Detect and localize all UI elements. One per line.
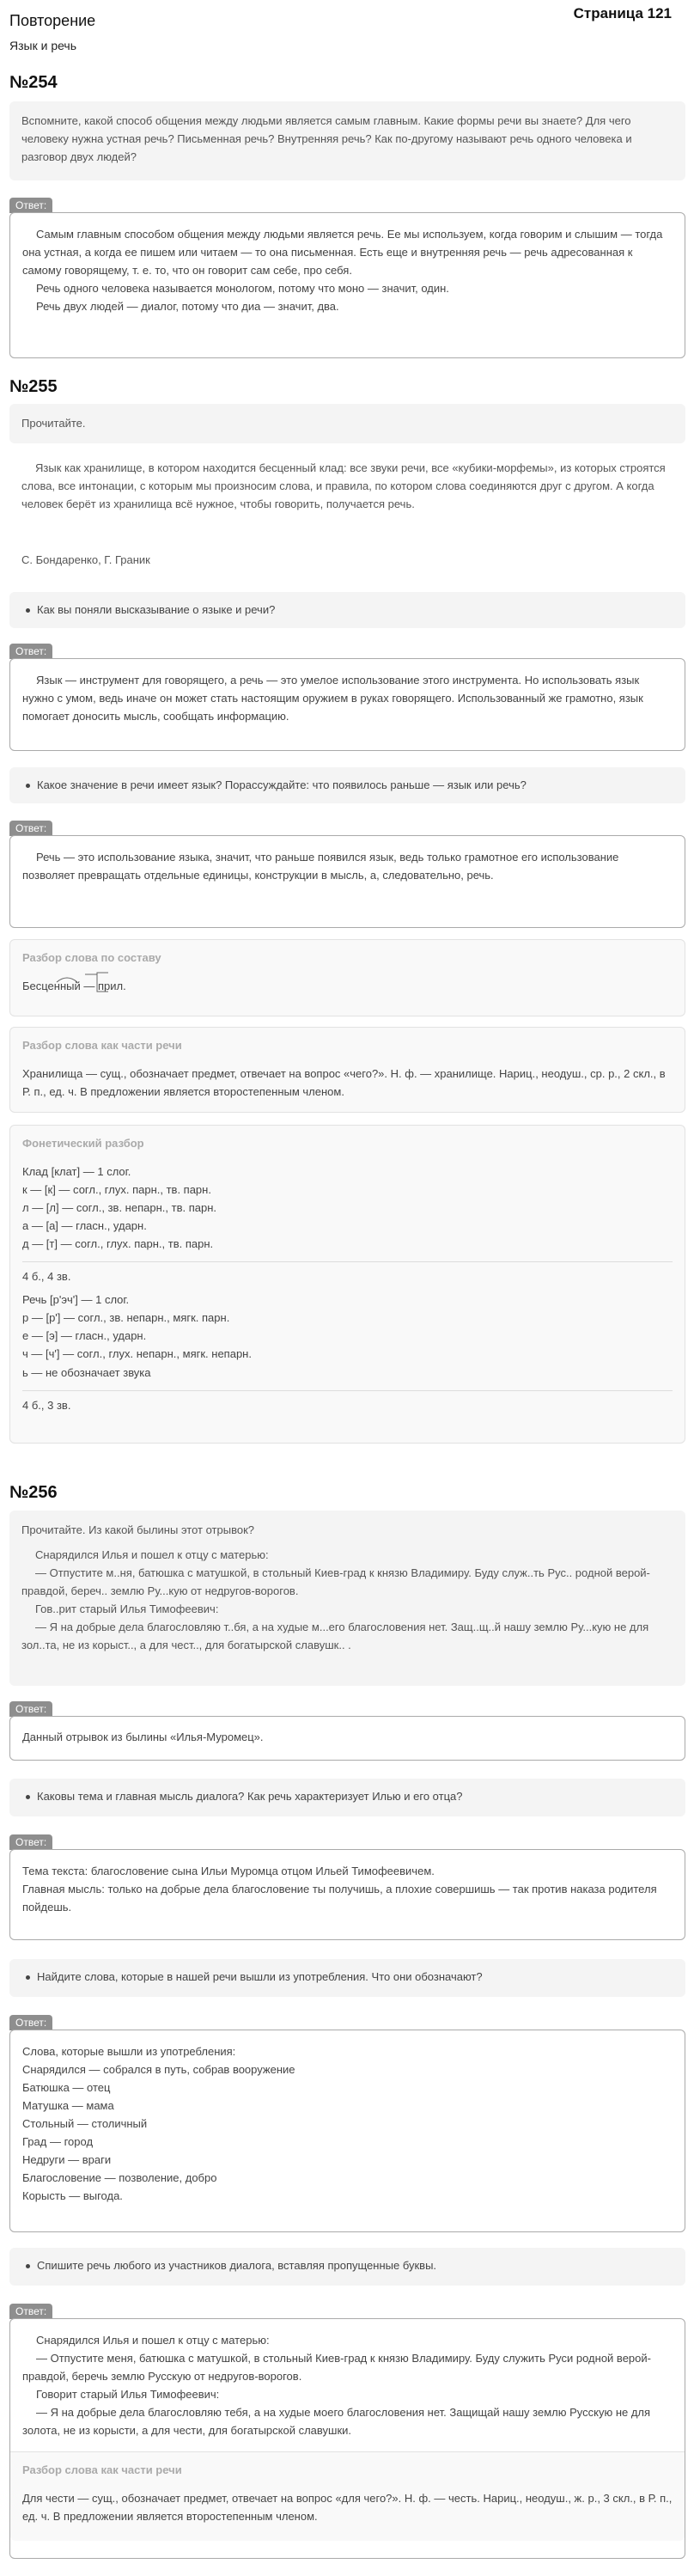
phonetic-line: Клад [клат] — 1 слог. — [22, 1165, 131, 1179]
answer-box — [9, 658, 685, 751]
question-text: Прочитайте. Из какой былины этот отрывок? — [21, 1523, 254, 1536]
divider — [22, 1261, 673, 1262]
answer-label: Ответ: — [9, 644, 52, 659]
part-of-speech-analysis — [9, 1027, 685, 1113]
phonetic-line: л — [л] — согл., зв. непарн., тв. парн. — [22, 1201, 216, 1215]
bullet-question — [9, 767, 685, 803]
answer-line: — Я на добрые дела благословляю тебя, а на худые моего благословения нет. Защищай нашу землю Русскую не для золота, не из корысти, а для чести, для богатырской славушки. — [22, 2406, 651, 2438]
phonetic-line: е — [э] — гласн., ударн. — [22, 1329, 147, 1343]
phonetic-line: ч — [ч'] — согл., глух. непарн., мягк. непарн. — [22, 1347, 252, 1361]
answer-box — [9, 835, 685, 928]
phonetic-analysis — [9, 1125, 685, 1444]
answer-line: Говорит старый Илья Тимофеевич: — [36, 2388, 220, 2402]
bullet-question — [9, 2248, 685, 2286]
answer-line: Град — город — [22, 2135, 94, 2149]
question-text: Спишите речь любого из участников диалога, вставляя пропущенные буквы. — [37, 2259, 437, 2272]
exercise-number: №255 — [9, 377, 58, 396]
morpheme-word — [22, 977, 81, 995]
answer-line: Батюшка — отец — [22, 2081, 111, 2095]
answer-line: Снарядился — собрался в путь, собрав вооружение — [22, 2063, 295, 2077]
phonetic-line: к — [к] — согл., глух. парн., тв. парн. — [22, 1183, 211, 1197]
answer-box — [9, 1849, 685, 1940]
excerpt-line: Снарядился Илья и пошел к отцу с матерью: — [35, 1548, 269, 1562]
question-box — [9, 404, 685, 443]
answer-box — [9, 2318, 685, 2559]
exercise-number: №256 — [9, 1483, 58, 1502]
answer-box — [9, 1716, 685, 1761]
phonetic-line: а — [а] — гласн., ударн. — [22, 1219, 147, 1233]
answer-label: Ответ: — [9, 2015, 52, 2030]
answer-paragraph: Главная мысль: только на добрые дела благословение ты получишь, а плохие совершишь — так против наказа родителя пойдешь. — [22, 1883, 657, 1914]
page-number: Страница 121 — [573, 5, 672, 21]
analysis-text: Хранилища — сущ., обозначает предмет, отвечает на вопрос «чего?». Н. ф. — хранилище. Нариц., неодуш., ср. р., 2 скл., в Р. п., ед. ч. В предложении является второстепенным членом. — [22, 1067, 666, 1099]
phonetic-line: Речь [р'эч'] — 1 слог. — [22, 1293, 130, 1307]
analysis-title: Разбор слова по составу — [22, 951, 161, 964]
analysis-text: Для чести — сущ., обозначает предмет, отвечает на вопрос «для чего?». Н. ф. — честь. Нариц., неодуш., ж. р., 3 скл., в Р. п., ед. ч. В предложении является второстепенным членом. — [22, 2492, 673, 2524]
question-text: Как вы поняли высказывание о языке и речи? — [37, 603, 276, 616]
page-subtitle: Язык и речь — [9, 39, 77, 52]
excerpt-line: Гов..рит старый Илья Тимофеевич: — [35, 1602, 219, 1616]
phonetic-line: ь — не обозначает звука — [22, 1365, 151, 1379]
reading-text: Язык как хранилище, в котором находится бесценный клад: все звуки речи, все «кубики-морфемы», из которых строятся слова, все интонации, с которым мы произносим слова, и правила, по котором слова соединяются друг с другом. А когда человек берёт из хранилища всё нужное, чтобы говорить, получается речь. — [21, 461, 666, 511]
answer-paragraph: Тема текста: благословение сына Ильи Муромца отцом Ильей Тимофеевичем. — [22, 1865, 435, 1877]
answer-line: Стольный — столичный — [22, 2117, 148, 2131]
answer-paragraph: Речь двух людей — диалог, потому что диа — значит, два. — [36, 300, 339, 314]
answer-paragraph: Речь — это использование языка, значит, что раньше появился язык, ведь только грамотное его использование позволяет превращать отдельные единицы, конструкции в мысль, а, следовательно, речь. — [22, 851, 619, 882]
question-box — [9, 101, 685, 180]
analysis-title: Разбор слова как части речи — [22, 1039, 182, 1052]
bullet-question — [9, 1959, 685, 1997]
answer-label: Ответ: — [9, 821, 52, 836]
answer-box — [9, 212, 685, 358]
phonetic-line: р — [р'] — согл., зв. непарн., мягк. парн. — [22, 1311, 230, 1325]
question-text: Каковы тема и главная мысль диалога? Как речь характеризует Илью и его отца? — [37, 1790, 463, 1803]
analysis-title: Разбор слова как части речи — [22, 2463, 182, 2477]
excerpt-line: — Я на добрые дела благословляю т..бя, а на худые м...его благословения нет. Защ..щ..й нашу землю Ру...кую не для зол..та, не из корыст.., а для чест.., для богатырской славушк.. . — [21, 1621, 649, 1652]
phonetic-summary: 4 б., 4 зв. — [22, 1270, 71, 1284]
answer-line: Слова, которые вышли из употребления: — [22, 2045, 236, 2058]
analysis-title: Фонетический разбор — [22, 1137, 144, 1150]
bullet-question — [9, 1779, 685, 1816]
answer-label: Ответ: — [9, 1701, 52, 1717]
answer-paragraph: Данный отрывок из былины «Илья-Муромец». — [22, 1731, 264, 1743]
answer-line: — Отпустите меня, батюшка с матушкой, в стольный Киев-град к князю Владимиру. Буду служить Руси родной верой-правдой, беречь землю Русскую от недругов-ворогов. — [22, 2352, 651, 2384]
question-box — [9, 1511, 685, 1686]
morpheme-marks-icon — [22, 972, 108, 992]
analysis-rest: — прил. — [80, 980, 126, 993]
analysis-line — [22, 977, 673, 995]
excerpt-line: — Отпустите м..ня, батюшка с матушкой, в стольный Киев-град к князю Владимиру. Буду служ..ть Рус.. родной верой-правдой, береч.. землю Ру...кую от недругов-ворогов. — [21, 1566, 650, 1598]
answer-line: Матушка — мама — [22, 2099, 114, 2113]
question-text: Прочитайте. — [21, 417, 86, 430]
answer-line: Снарядился Илья и пошел к отцу с матерью: — [36, 2334, 270, 2347]
phonetic-summary: 4 б., 3 зв. — [22, 1398, 71, 1412]
answer-line: Недруги — враги — [22, 2153, 112, 2167]
answer-paragraph: Речь одного человека называется монологом, потому что моно — значит, один. — [36, 282, 449, 296]
answer-line: Благословение — позволение, добро — [22, 2171, 217, 2185]
answer-box — [9, 2030, 685, 2232]
divider — [22, 1390, 673, 1391]
answer-label: Ответ: — [9, 1834, 52, 1850]
text-author: С. Бондаренко, Г. Граник — [21, 553, 150, 566]
bullet-question — [9, 592, 685, 628]
answer-line: Корысть — выгода. — [22, 2189, 123, 2203]
part-of-speech-analysis — [10, 2451, 685, 2541]
page-title: Повторение — [9, 12, 96, 29]
question-text: Вспомните, какой способ общения между людьми является самым главным. Какие формы речи вы знаете? Для чего человеку нужна устная речь? Письменная речь? Внутренняя речь? Как по-другому называют речь одного человека и разговор двух людей? — [21, 114, 632, 164]
answer-label: Ответ: — [9, 2304, 52, 2319]
morpheme-analysis — [9, 939, 685, 1016]
phonetic-line: д — [т] — согл., глух. парн., тв. парн. — [22, 1237, 214, 1251]
question-text: Какое значение в речи имеет язык? Порассуждайте: что появилось раньше — язык или речь? — [37, 778, 527, 791]
answer-paragraph: Самым главным способом общения между людьми является речь. Ее мы используем, когда говорим и слышим — тогда она устная, а когда ее пишем или читаем — то она письменная. Есть еще и внутренняя речь — речь адресованная к самому говорящему, т. е. то, что он говорит сам себе, про себя. — [22, 228, 663, 278]
answer-label: Ответ: — [9, 198, 52, 213]
spacer — [21, 1539, 673, 1546]
analysis-word: Бесценный — [22, 980, 81, 993]
exercise-number: №254 — [9, 73, 58, 92]
answer-paragraph: Язык — инструмент для говорящего, а речь — это умелое использование этого инструмента. Но использовать язык нужно с умом, ведь иначе он может стать настоящим оружием в руках говорящего. Использованный же грамотно, язык помогает доносить мысль, сообщать информацию. — [22, 674, 643, 723]
question-text: Найдите слова, которые в нашей речи вышли из употребления. Что они обозначают? — [37, 1970, 483, 1983]
